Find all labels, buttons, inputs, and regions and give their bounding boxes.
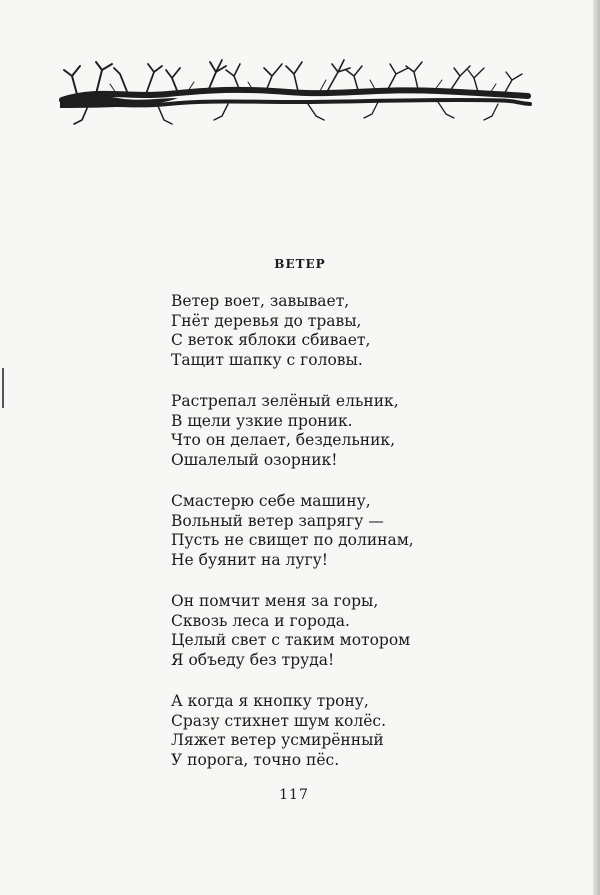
- poem-line: Гнёт деревья до травы,: [171, 311, 362, 330]
- poem-line: Ляжет ветер усмирённый: [171, 731, 384, 749]
- branch-ornament-icon: [58, 58, 532, 128]
- poem: [0, 256, 600, 792]
- poem-line: Целый свет с таким мотором: [171, 631, 411, 649]
- poem-line: Тащит шапку с головы.: [171, 350, 363, 369]
- poem-line: Сразу стихнет шум колёс.: [171, 711, 387, 730]
- poem-line: А когда я кнопку трону,: [171, 692, 369, 710]
- poem-line: Вольный ветер запрягу —: [171, 511, 384, 530]
- poem-line: Растрепал зелёный ельник,: [171, 392, 399, 410]
- stanza: [171, 692, 600, 770]
- poem-line: Смастерю себе машину,: [171, 492, 371, 510]
- poem-line: Не буянит на лугу!: [171, 550, 328, 569]
- poem-line: Сквозь леса и города.: [171, 611, 350, 630]
- stanza: [171, 392, 600, 470]
- poem-line: С веток яблоки сбивает,: [171, 331, 371, 349]
- poem-line: Пусть не свищет по долинам,: [171, 531, 414, 549]
- stanza: [171, 292, 600, 370]
- poem-line: Ветер воет, завывает,: [171, 292, 350, 310]
- poem-line: Что он делает, бездельник,: [171, 431, 396, 449]
- poem-line: Я объеду без труда!: [171, 650, 335, 669]
- poem-line: Он помчит меня за горы,: [171, 592, 379, 610]
- stanza: [171, 492, 600, 570]
- poem-line: Ошалелый озорник!: [171, 450, 338, 469]
- stanza: [171, 592, 600, 670]
- poem-line: В щели узкие проник.: [171, 411, 353, 430]
- page-number: 117: [279, 787, 309, 803]
- poem-title: ВЕТЕР: [274, 257, 326, 271]
- poem-line: У порога, точно пёс.: [171, 750, 340, 769]
